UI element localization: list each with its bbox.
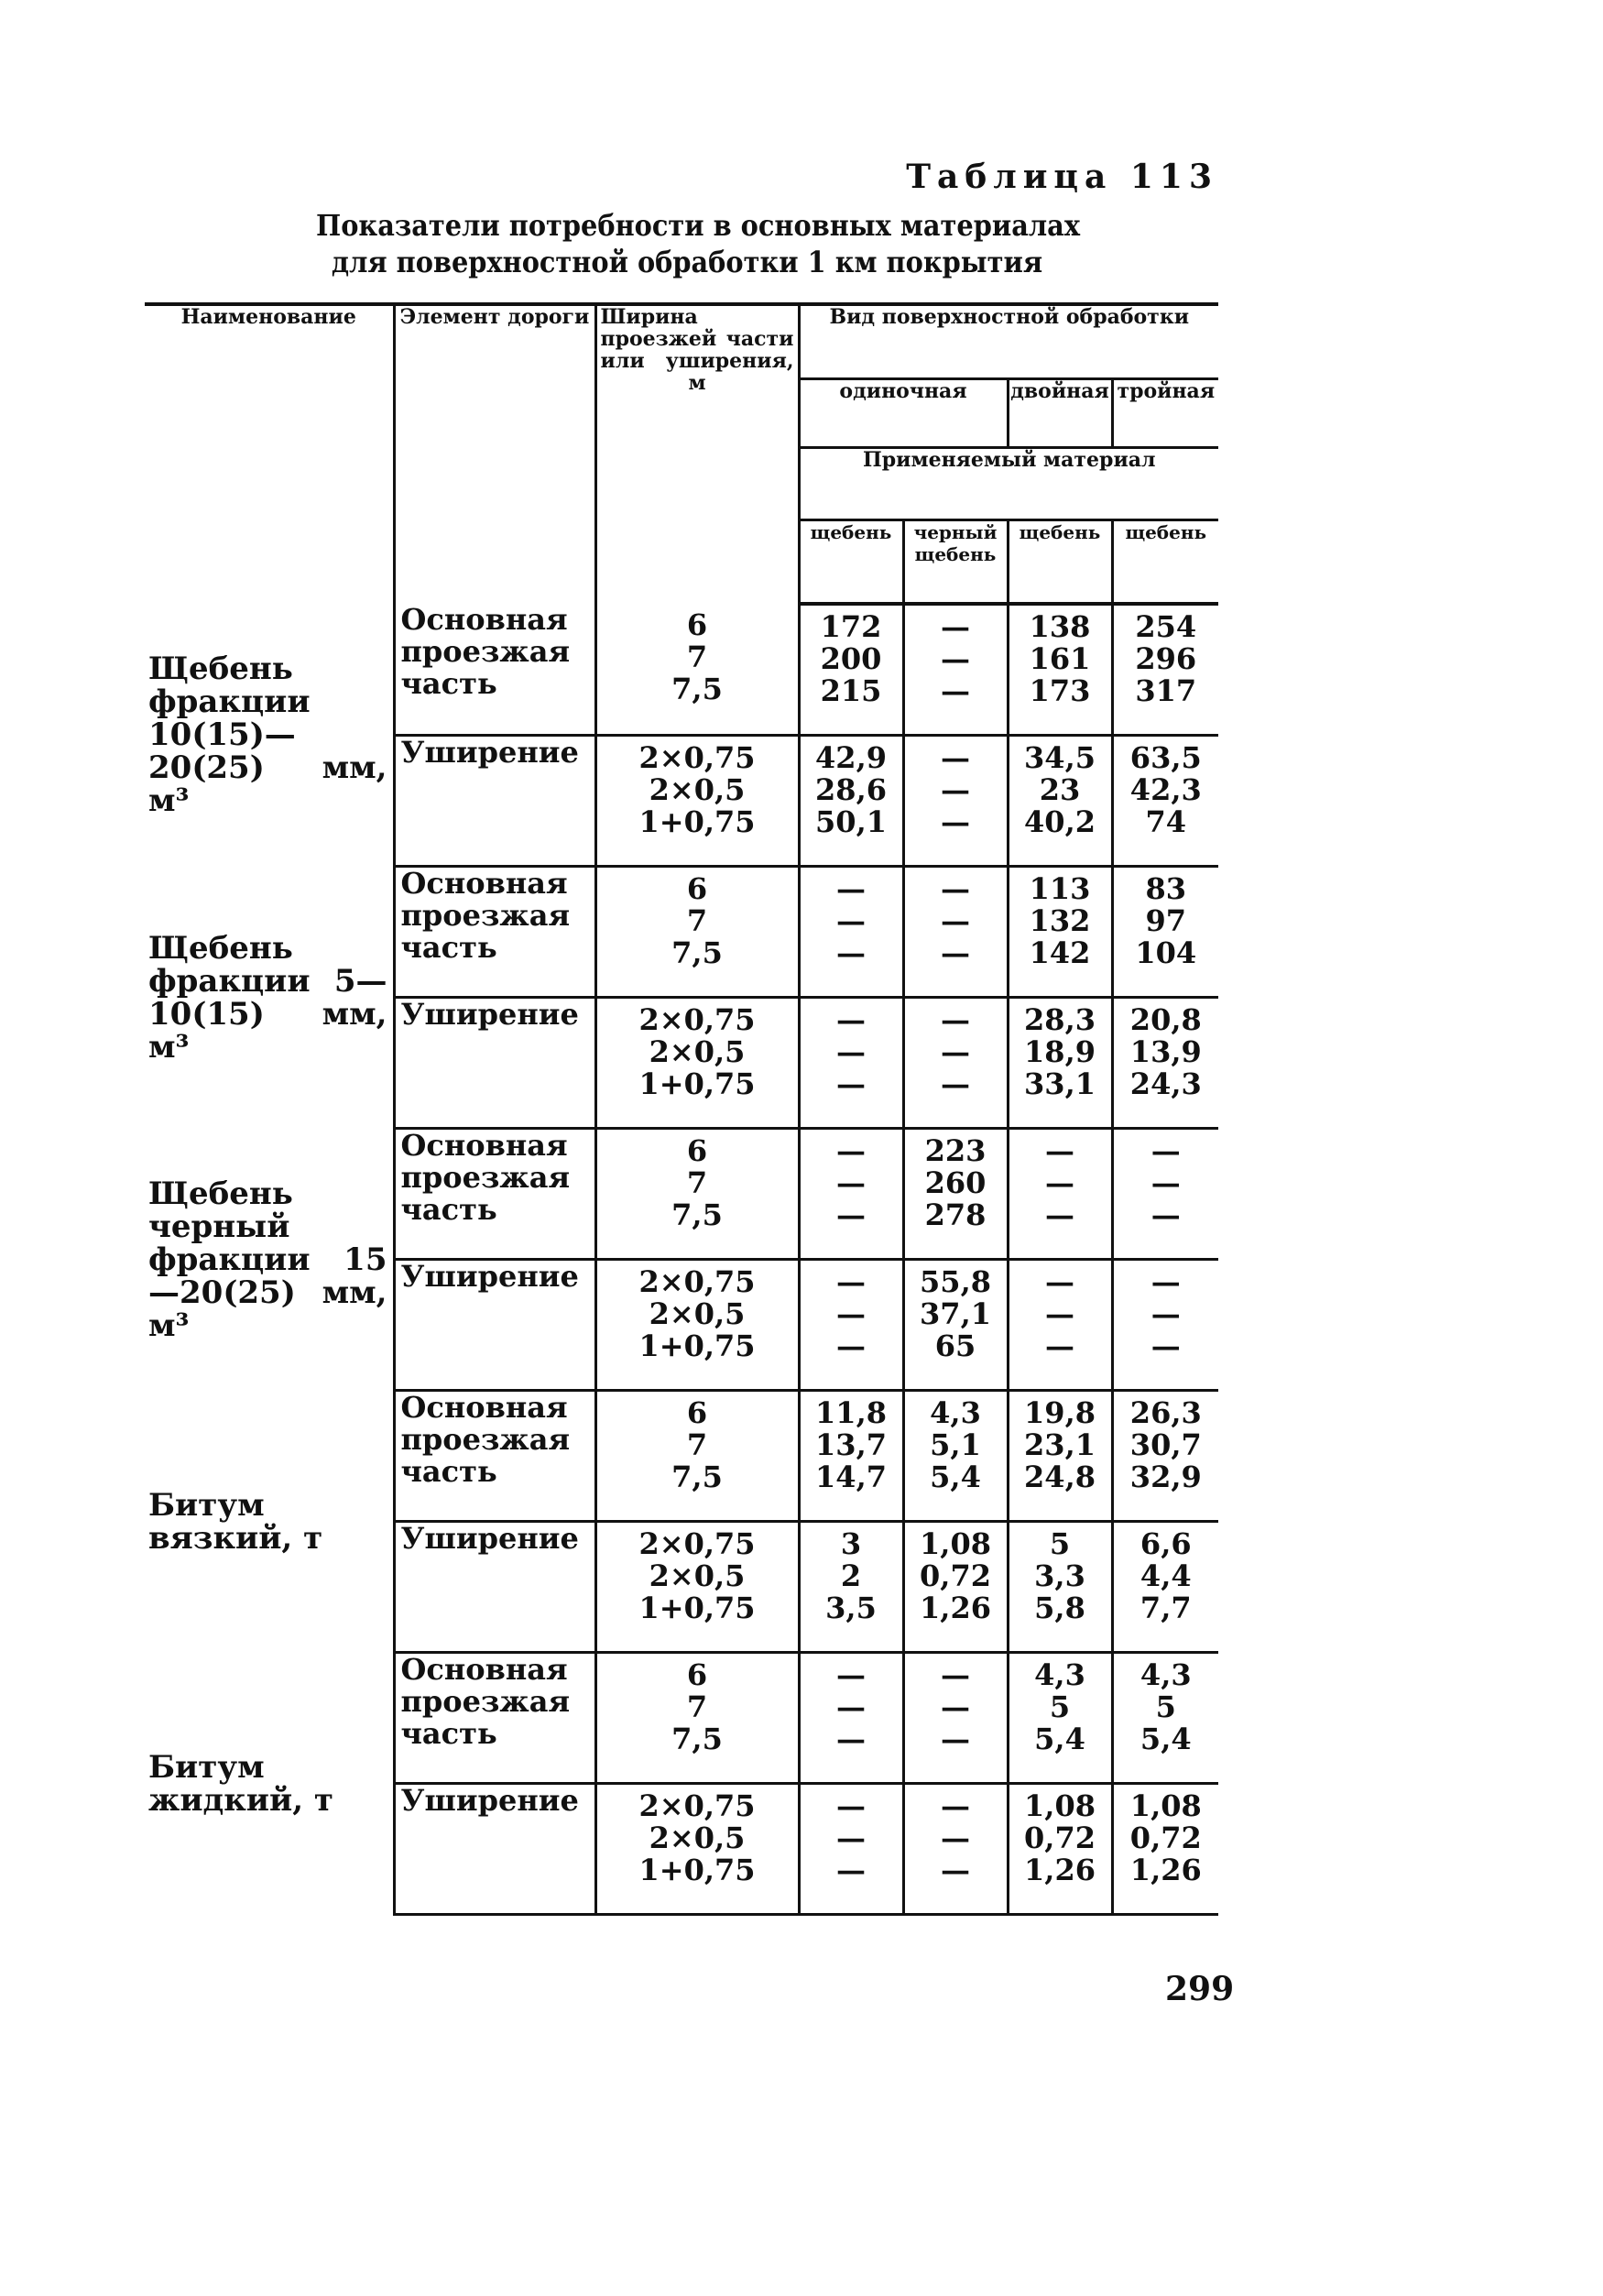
value-cell-4-value: —	[1150, 1133, 1181, 1168]
value-cell-4-value: 1,08	[1129, 1788, 1202, 1823]
value-cell-4	[1112, 1129, 1218, 1260]
value-cell-2-value: 55,8	[920, 1264, 991, 1299]
value-cell-3	[1008, 1129, 1112, 1260]
value-cell-4-value: 32,9	[1129, 1460, 1202, 1494]
width-cell-value: 7,5	[671, 672, 723, 706]
header-material: Применяемый материал	[799, 448, 1218, 520]
value-cell-2-value: —	[941, 1853, 970, 1887]
value-cell-3	[1008, 1784, 1112, 1915]
value-cell-4-value: 5	[1155, 1689, 1176, 1724]
value-cell-1-value: —	[836, 1133, 866, 1168]
value-cell-3-value: —	[1045, 1328, 1074, 1363]
value-cell-4-value: 6,6	[1140, 1526, 1192, 1561]
value-cell-4-value: 24,3	[1129, 1066, 1202, 1101]
value-cell-4-value: 63,5	[1129, 740, 1202, 775]
value-cell-2	[903, 1391, 1008, 1522]
value-cell-2	[903, 998, 1008, 1129]
value-cell-3	[1008, 1653, 1112, 1784]
value-cell-4-value: —	[1150, 1296, 1181, 1331]
value-cell-1-value: —	[836, 1264, 866, 1299]
value-cell-1-value: 50,1	[815, 804, 887, 839]
value-cell-1-value: 13,7	[815, 1427, 887, 1462]
value-cell-2-value: —	[941, 772, 970, 807]
value-cell-3-value: 28,3	[1024, 1002, 1096, 1037]
value-cell-2-value: 260	[924, 1165, 987, 1200]
value-cell-4-value: 42,3	[1129, 772, 1202, 807]
width-cell	[595, 604, 799, 736]
width-cell	[595, 1653, 799, 1784]
header-material-3: щебень	[1008, 520, 1112, 605]
road-element: Уширение	[394, 1522, 595, 1653]
width-cell-value: 1+0,75	[638, 1591, 756, 1625]
value-cell-2-value: 5,4	[930, 1460, 981, 1494]
value-cell-3	[1008, 867, 1112, 998]
value-cell-4	[1112, 998, 1218, 1129]
value-cell-3-value: 5	[1049, 1689, 1071, 1724]
value-cell-4-value: 26,3	[1129, 1395, 1202, 1430]
value-cell-4-value: 30,7	[1129, 1427, 1202, 1462]
value-cell-2-value: —	[941, 1034, 970, 1069]
value-cell-4-value: —	[1150, 1197, 1181, 1232]
value-cell-1-value: —	[836, 1296, 866, 1331]
header-treatment: Вид поверхностной обработки	[799, 304, 1218, 379]
value-cell-3-value: 23	[1039, 772, 1081, 807]
table-body	[145, 304, 1218, 1915]
value-cell-1-value: —	[836, 1034, 866, 1069]
materials-table	[145, 302, 1218, 1916]
value-cell-3-value: 161	[1029, 641, 1091, 676]
width-cell-value: 7,5	[671, 1460, 723, 1494]
value-cell-4-value: 97	[1145, 903, 1187, 938]
value-cell-4-value: 4,4	[1140, 1558, 1192, 1593]
road-element: Основная проезжая часть	[394, 604, 595, 736]
value-cell-3-value: 19,8	[1024, 1395, 1096, 1430]
table-row	[145, 1391, 1218, 1522]
value-cell-4-value: 13,9	[1129, 1034, 1202, 1069]
value-cell-2-value: —	[941, 740, 970, 775]
width-cell-value: 1+0,75	[638, 1853, 756, 1887]
material-name: Битум жидкий, т	[145, 1653, 394, 1915]
header-width: Ширина проезжей части или уширения, м	[595, 304, 799, 604]
material-name: Щебень фракции 10(15)—20(25) мм, м³	[145, 604, 394, 867]
value-cell-1-value: 215	[820, 673, 882, 708]
width-cell-value: 2×0,75	[638, 740, 756, 775]
width-cell-value: 6	[686, 1133, 708, 1168]
width-cell-value: 2×0,5	[649, 1034, 746, 1069]
table-label: Таблица 113	[906, 158, 1218, 196]
road-element: Основная проезжая часть	[394, 1391, 595, 1522]
value-cell-4-value: 83	[1145, 871, 1187, 906]
value-cell-3-value: —	[1045, 1165, 1074, 1200]
value-cell-2	[903, 604, 1008, 736]
value-cell-1-value: —	[836, 935, 866, 970]
width-cell-value: 1+0,75	[638, 1066, 756, 1101]
value-cell-3-value: 142	[1029, 935, 1091, 970]
value-cell-3	[1008, 998, 1112, 1129]
value-cell-1	[799, 1522, 903, 1653]
road-element: Уширение	[394, 998, 595, 1129]
road-element: Уширение	[394, 1784, 595, 1915]
value-cell-1-value: 14,7	[815, 1460, 887, 1494]
value-cell-2-value: 65	[934, 1328, 976, 1363]
table-row	[145, 604, 1218, 736]
value-cell-3	[1008, 604, 1112, 736]
value-cell-3-value: —	[1045, 1133, 1074, 1168]
value-cell-2-value: 1,08	[920, 1526, 991, 1561]
width-cell-value: 1+0,75	[638, 804, 756, 839]
value-cell-1	[799, 1391, 903, 1522]
value-cell-1-value: 2	[840, 1558, 862, 1593]
width-cell	[595, 1522, 799, 1653]
value-cell-4	[1112, 867, 1218, 998]
value-cell-4	[1112, 1391, 1218, 1522]
value-cell-1-value: —	[836, 1066, 866, 1101]
value-cell-1-value: 3	[840, 1526, 862, 1561]
value-cell-4-value: 20,8	[1129, 1002, 1202, 1037]
width-cell-value: 7,5	[671, 1197, 723, 1232]
width-cell-value: 7	[686, 1427, 708, 1462]
value-cell-2-value: —	[941, 1722, 970, 1756]
value-cell-4-value: 104	[1135, 935, 1197, 970]
value-cell-2-value: —	[941, 1002, 970, 1037]
material-name: Щебень фракции 5—10(15) мм, м³	[145, 867, 394, 1129]
value-cell-1-value: 42,9	[815, 740, 887, 775]
width-cell-value: 6	[686, 1395, 708, 1430]
value-cell-3-value: 1,08	[1024, 1788, 1096, 1823]
value-cell-3-value: 18,9	[1024, 1034, 1096, 1069]
width-cell-value: 7	[686, 903, 708, 938]
value-cell-3-value: 5,4	[1034, 1722, 1085, 1756]
value-cell-1-value: —	[836, 871, 866, 906]
width-cell-value: 6	[686, 607, 708, 642]
value-cell-2-value: 278	[924, 1197, 987, 1232]
value-cell-1-value: 172	[820, 609, 882, 644]
value-cell-4	[1112, 604, 1218, 736]
value-cell-2	[903, 1522, 1008, 1653]
width-cell-value: 2×0,5	[649, 1296, 746, 1331]
value-cell-3-value: 173	[1029, 673, 1091, 708]
table-row	[145, 867, 1218, 998]
value-cell-4	[1112, 1522, 1218, 1653]
width-cell-value: 7,5	[671, 1722, 723, 1756]
value-cell-4-value: 74	[1145, 804, 1187, 839]
value-cell-3-value: 40,2	[1024, 804, 1096, 839]
header-row-1	[145, 304, 1218, 379]
road-element: Основная проезжая часть	[394, 867, 595, 998]
width-cell	[595, 736, 799, 867]
title-line-2: для поверхностной обработки 1 км покрытия	[331, 245, 1043, 279]
width-cell-value: 6	[686, 871, 708, 906]
value-cell-2-value: —	[941, 641, 970, 676]
value-cell-2-value: —	[941, 1788, 970, 1823]
value-cell-2-value: —	[941, 673, 970, 708]
table-row	[145, 1129, 1218, 1260]
value-cell-2-value: —	[941, 1689, 970, 1724]
header-material-1: щебень	[799, 520, 903, 605]
value-cell-1-value: 200	[820, 641, 882, 676]
value-cell-4-value: —	[1150, 1328, 1181, 1363]
width-cell	[595, 998, 799, 1129]
road-element: Уширение	[394, 736, 595, 867]
title-line-1: Показатели потребности в основных материалах	[316, 208, 1081, 243]
value-cell-1-value: 11,8	[815, 1395, 887, 1430]
value-cell-2-value: —	[941, 1657, 970, 1692]
page-number: 299	[1165, 1970, 1235, 2008]
value-cell-3-value: 3,3	[1034, 1558, 1085, 1593]
value-cell-4-value: —	[1150, 1264, 1181, 1299]
width-cell-value: 2×0,75	[638, 1264, 756, 1299]
width-cell-value: 2×0,75	[638, 1526, 756, 1561]
value-cell-3-value: 132	[1029, 903, 1091, 938]
header-material-2: черный щебень	[903, 520, 1008, 605]
value-cell-2-value: 223	[924, 1133, 987, 1168]
material-name: Щебень черный фракции 15—20(25) мм, м³	[145, 1129, 394, 1391]
value-cell-2-value: 1,26	[920, 1591, 991, 1625]
value-cell-3-value: 1,26	[1024, 1853, 1096, 1887]
value-cell-3	[1008, 736, 1112, 867]
value-cell-3-value: —	[1045, 1197, 1074, 1232]
value-cell-1-value: —	[836, 1788, 866, 1823]
width-cell-value: 7,5	[671, 935, 723, 970]
width-cell-value: 2×0,5	[649, 1820, 746, 1855]
road-element: Основная проезжая часть	[394, 1653, 595, 1784]
value-cell-1-value: —	[836, 1165, 866, 1200]
road-element: Уширение	[394, 1260, 595, 1391]
width-cell	[595, 1784, 799, 1915]
value-cell-3-value: 0,72	[1024, 1820, 1096, 1855]
value-cell-1	[799, 736, 903, 867]
value-cell-1	[799, 1653, 903, 1784]
width-cell-value: 7	[686, 1689, 708, 1724]
width-cell	[595, 1129, 799, 1260]
width-cell-value: 2×0,75	[638, 1788, 756, 1823]
value-cell-1	[799, 867, 903, 998]
value-cell-1-value: —	[836, 1328, 866, 1363]
value-cell-4	[1112, 736, 1218, 867]
value-cell-2-value: —	[941, 804, 970, 839]
value-cell-1-value: 28,6	[815, 772, 887, 807]
value-cell-2-value: —	[941, 1820, 970, 1855]
value-cell-1	[799, 1260, 903, 1391]
value-cell-2-value: —	[941, 609, 970, 644]
value-cell-1-value: —	[836, 1689, 866, 1724]
value-cell-3-value: 5,8	[1034, 1591, 1085, 1625]
value-cell-2-value: 37,1	[920, 1296, 991, 1331]
value-cell-2-value: 5,1	[930, 1427, 981, 1462]
value-cell-1-value: —	[836, 1820, 866, 1855]
width-cell-value: 1+0,75	[638, 1328, 756, 1363]
width-cell-value: 2×0,75	[638, 1002, 756, 1037]
width-cell-value: 7	[686, 1165, 708, 1200]
value-cell-3-value: 33,1	[1024, 1066, 1096, 1101]
value-cell-4-value: 1,26	[1129, 1853, 1202, 1887]
value-cell-2	[903, 1784, 1008, 1915]
value-cell-3-value: 113	[1029, 871, 1091, 906]
header-single: одиночная	[799, 379, 1008, 448]
value-cell-1-value: —	[836, 1657, 866, 1692]
value-cell-2-value: —	[941, 935, 970, 970]
value-cell-3	[1008, 1260, 1112, 1391]
value-cell-2-value: —	[941, 1066, 970, 1101]
value-cell-1	[799, 1129, 903, 1260]
value-cell-4-value: 0,72	[1129, 1820, 1202, 1855]
width-cell-value: 6	[686, 1657, 708, 1692]
value-cell-2-value: 0,72	[920, 1558, 991, 1593]
value-cell-1-value: —	[836, 903, 866, 938]
value-cell-4-value: 5,4	[1140, 1722, 1192, 1756]
width-cell-value: 2×0,5	[649, 1558, 746, 1593]
value-cell-2	[903, 1260, 1008, 1391]
value-cell-3	[1008, 1522, 1112, 1653]
value-cell-2-value: 4,3	[930, 1395, 981, 1430]
value-cell-3-value: 5	[1049, 1526, 1071, 1561]
value-cell-3-value: 4,3	[1034, 1657, 1085, 1692]
value-cell-2	[903, 1653, 1008, 1784]
value-cell-2-value: —	[941, 903, 970, 938]
value-cell-4	[1112, 1260, 1218, 1391]
width-cell	[595, 867, 799, 998]
value-cell-1-value: —	[836, 1853, 866, 1887]
value-cell-4-value: —	[1150, 1165, 1181, 1200]
value-cell-1	[799, 604, 903, 736]
value-cell-4-value: 317	[1135, 673, 1197, 708]
road-element: Основная проезжая часть	[394, 1129, 595, 1260]
value-cell-3-value: 23,1	[1024, 1427, 1096, 1462]
value-cell-4-value: 254	[1135, 609, 1197, 644]
value-cell-1-value: —	[836, 1722, 866, 1756]
header-element: Элемент дороги	[394, 304, 595, 604]
value-cell-4-value: 4,3	[1140, 1657, 1192, 1692]
value-cell-4	[1112, 1653, 1218, 1784]
width-cell	[595, 1260, 799, 1391]
value-cell-1-value: —	[836, 1002, 866, 1037]
width-cell	[595, 1391, 799, 1522]
value-cell-3-value: —	[1045, 1296, 1074, 1331]
value-cell-2	[903, 736, 1008, 867]
value-cell-1-value: —	[836, 1197, 866, 1232]
value-cell-2-value: —	[941, 871, 970, 906]
header-name: Наименование	[145, 304, 394, 604]
header-triple: тройная	[1112, 379, 1218, 448]
table-row	[145, 1653, 1218, 1784]
value-cell-3-value: 24,8	[1024, 1460, 1096, 1494]
width-cell-value: 2×0,5	[649, 772, 746, 807]
value-cell-3-value: —	[1045, 1264, 1074, 1299]
value-cell-4-value: 7,7	[1140, 1591, 1192, 1625]
value-cell-4	[1112, 1784, 1218, 1915]
header-double: двойная	[1008, 379, 1112, 448]
value-cell-1-value: 3,5	[825, 1591, 877, 1625]
material-name: Битум вязкий, т	[145, 1391, 394, 1653]
width-cell-value: 7	[686, 640, 708, 674]
value-cell-1	[799, 1784, 903, 1915]
value-cell-3	[1008, 1391, 1112, 1522]
value-cell-2	[903, 867, 1008, 998]
table-title	[316, 207, 1081, 280]
value-cell-1	[799, 998, 903, 1129]
value-cell-4-value: 296	[1135, 641, 1197, 676]
value-cell-2	[903, 1129, 1008, 1260]
header-material-4: щебень	[1112, 520, 1218, 605]
value-cell-3-value: 34,5	[1024, 740, 1096, 775]
value-cell-3-value: 138	[1029, 609, 1091, 644]
